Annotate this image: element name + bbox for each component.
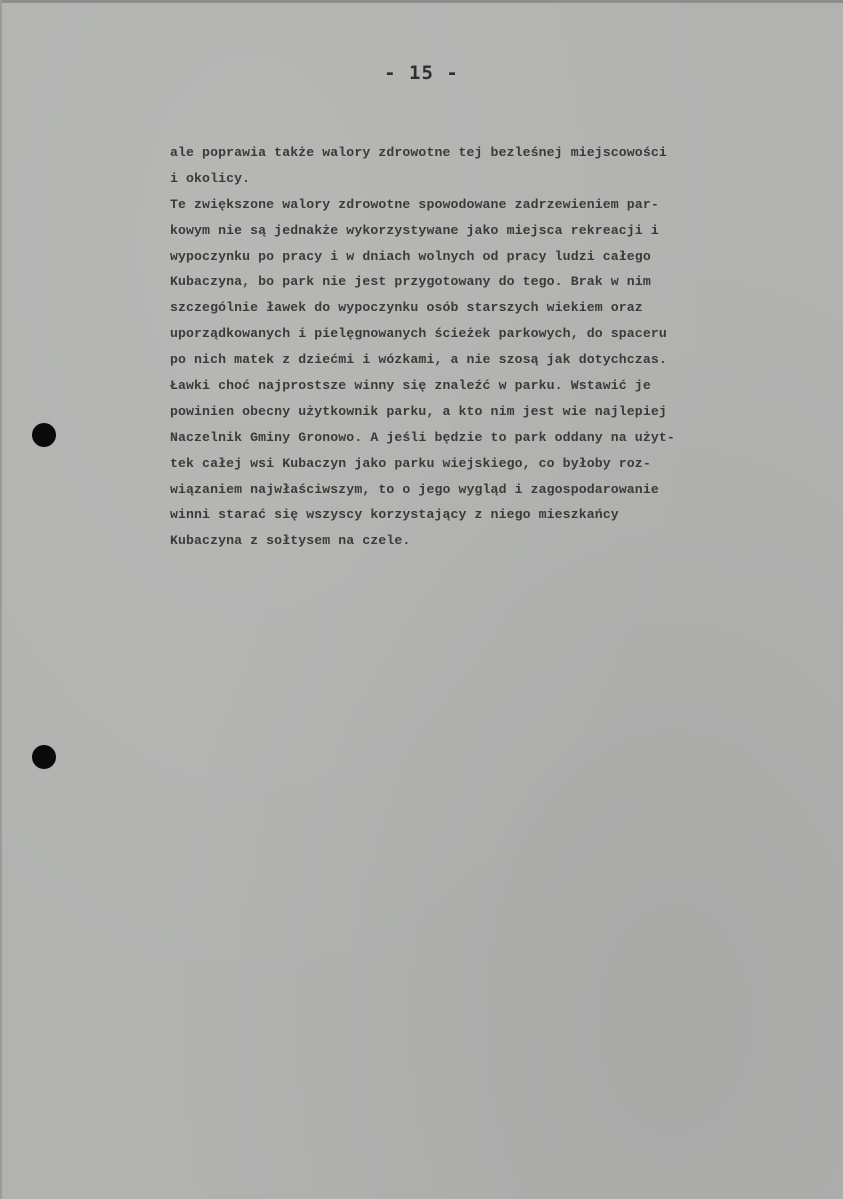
text-line: wypoczynku po pracy i w dniach wolnych od pracy ludzi całego [170,248,651,264]
text-line: Ławki choć najprostsze winny się znaleźć w parku. Wstawić je [170,378,651,394]
text-line: i okolicy. [170,170,251,186]
body-paragraph [170,140,820,554]
page-number: - 15 - [384,62,459,84]
text-line: Te zwiększone walory zdrowotne spowodowane zadrzewieniem par- [170,196,659,212]
text-line: powinien obecny użytkownik parku, a kto nim jest wie najlepiej [170,403,667,419]
text-line: Naczelnik Gminy Gronowo. A jeśli będzie to park oddany na użyt- [170,429,675,445]
punch-hole [32,423,56,447]
text-line: Kubaczyna z sołtysem na czele. [170,533,411,549]
text-line: po nich matek z dziećmi i wózkami, a nie szosą jak dotychczas. [170,352,667,368]
text-line: szczególnie ławek do wypoczynku osób starszych wiekiem oraz [170,300,643,316]
page-left-edge [0,0,2,1199]
text-line: Kubaczyna, bo park nie jest przygotowany do tego. Brak w nim [170,274,651,290]
text-line: uporządkowanych i pielęgnowanych ścieżek parkowych, do spaceru [170,326,667,342]
page-top-edge [0,0,843,3]
text-line: kowym nie są jednakże wykorzystywane jako miejsca rekreacji i [170,222,659,238]
text-line: ale poprawia także walory zdrowotne tej bezleśnej miejscowości [170,145,667,160]
text-line: wiązaniem najwłaściwszym, to o jego wygląd i zagospodarowanie [170,481,659,497]
text-line: winni starać się wszyscy korzystający z niego mieszkańcy [170,507,619,523]
punch-hole [32,745,56,769]
text-line: tek całej wsi Kubaczyn jako parku wiejskiego, co byłoby roz- [170,455,651,471]
